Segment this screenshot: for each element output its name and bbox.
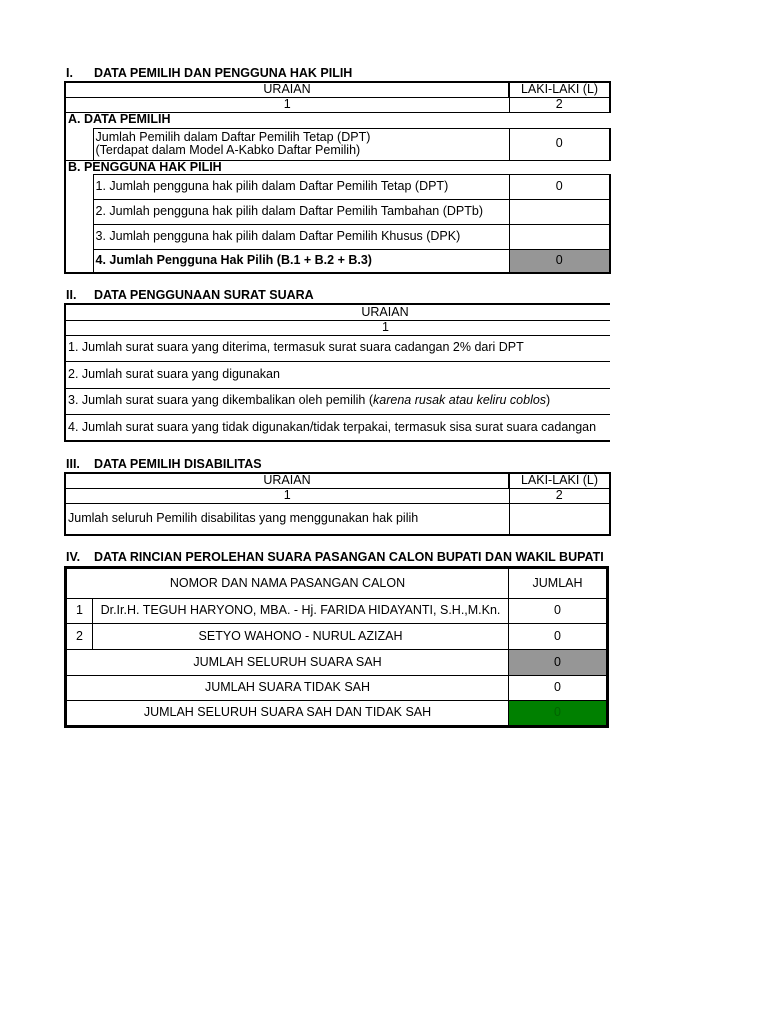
invalid-votes-label: JUMLAH SUARA TIDAK SAH <box>66 676 509 701</box>
table-row <box>65 199 610 224</box>
b-total-label: 4. Jumlah Pengguna Hak Pilih (B.1 + B.2 + B.3) <box>93 249 509 273</box>
table-header-row <box>65 82 610 97</box>
table-index-row <box>65 97 610 112</box>
column-header-laki-laki: LAKI-LAKI (L) <box>509 82 610 97</box>
section-1-number: I. <box>66 66 73 80</box>
table-row <box>65 388 610 414</box>
candidate-name: SETYO WAHONO - NURUL AZIZAH <box>93 624 509 650</box>
candidate-number: 1 <box>66 599 93 624</box>
section-3-title: DATA PEMILIH DISABILITAS <box>94 457 262 471</box>
ballot-received-label: 1. Jumlah surat suara yang diterima, termasuk surat suara cadangan 2% dari DPT <box>65 335 610 361</box>
subsection-b-title: B. PENGGUNA HAK PILIH <box>65 160 610 174</box>
total-all-label: JUMLAH SELURUH SUARA SAH DAN TIDAK SAH <box>66 701 509 727</box>
section-2-clip <box>64 303 610 443</box>
column-index-2: 2 <box>509 488 610 503</box>
b-row-label: 1. Jumlah pengguna hak pilih dalam Daftar Pemilih Tetap (DPT) <box>93 174 509 199</box>
column-header-uraian: URAIAN <box>65 473 509 488</box>
candidate-name: Dr.Ir.H. TEGUH HARYONO, MBA. - Hj. FARIDA HIDAYANTI, S.H.,M.Kn. <box>93 599 509 624</box>
table-index-row <box>65 320 610 335</box>
ballot-returned-reason: karena rusak atau keliru coblos <box>373 393 547 408</box>
section-1-heading <box>66 66 352 80</box>
section-2-number: II. <box>66 288 77 302</box>
invalid-votes-value[interactable]: 0 <box>509 676 608 701</box>
section-3-number: III. <box>66 457 80 471</box>
section-1-table <box>64 81 611 274</box>
table-row <box>65 174 610 199</box>
ballot-used-label: 2. Jumlah surat suara yang digunakan <box>65 361 610 388</box>
section-4-number: IV. <box>66 550 81 564</box>
column-index-1: 1 <box>65 320 610 335</box>
total-valid-value: 0 <box>509 650 608 676</box>
subsection-a-title: A. DATA PEMILIH <box>65 112 610 128</box>
table-row <box>66 624 608 650</box>
subsection-a-row <box>65 112 610 128</box>
dpt-label <box>93 128 509 160</box>
dpt-value[interactable]: 0 <box>509 128 610 160</box>
column-index-1: 1 <box>65 97 509 112</box>
column-header-uraian: URAIAN <box>65 82 509 97</box>
subsection-b-row <box>65 160 610 174</box>
section-4-title: DATA RINCIAN PEROLEHAN SUARA PASANGAN CALON BUPATI DAN WAKIL BUPATI <box>94 550 604 564</box>
table-header-row <box>65 473 610 488</box>
table-row <box>65 128 610 160</box>
section-2-title: DATA PENGGUNAAN SURAT SUARA <box>94 288 314 302</box>
b-row-label: 3. Jumlah pengguna hak pilih dalam Daftar Pemilih Khusus (DPK) <box>93 224 509 249</box>
total-valid-label: JUMLAH SELURUH SUARA SAH <box>66 650 509 676</box>
table-row <box>65 503 610 535</box>
b-row-value[interactable]: 0 <box>509 174 610 199</box>
column-index-2: 2 <box>509 97 610 112</box>
b-row-label: 2. Jumlah pengguna hak pilih dalam Daftar Pemilih Tambahan (DPTb) <box>93 199 509 224</box>
column-header-nama: NOMOR DAN NAMA PASANGAN CALON <box>66 568 509 599</box>
table-row <box>66 676 608 701</box>
b-row-value[interactable] <box>509 199 610 224</box>
section-2-heading <box>66 288 314 302</box>
ballot-returned-label: 3. Jumlah surat suara yang dikembalikan oleh pemilih (karena rusak atau keliru coblos) <box>65 388 610 414</box>
column-header-laki-laki: LAKI-LAKI (L) <box>509 473 610 488</box>
table-row <box>65 414 610 441</box>
dpt-label-line1: Jumlah Pemilih dalam Daftar Pemilih Tetap (DPT) <box>95 129 371 144</box>
column-index-1: 1 <box>65 488 509 503</box>
total-all-value: 0 <box>509 701 608 727</box>
disability-voters-label: Jumlah seluruh Pemilih disabilitas yang menggunakan hak pilih <box>65 503 509 535</box>
b-row-value[interactable] <box>509 224 610 249</box>
table-row <box>65 249 610 273</box>
column-header-jumlah: JUMLAH <box>509 568 608 599</box>
section-4-table <box>64 566 609 728</box>
b-total-value: 0 <box>509 249 610 273</box>
section-2-table <box>64 303 610 442</box>
table-row <box>66 599 608 624</box>
table-header-row <box>66 568 608 599</box>
section-1-title: DATA PEMILIH DAN PENGGUNA HAK PILIH <box>94 66 353 80</box>
dpt-label-line2: (Terdapat dalam Model A-Kabko Daftar Pemilih) <box>95 143 361 157</box>
disability-voters-value[interactable] <box>509 503 610 535</box>
candidate-votes[interactable]: 0 <box>509 599 608 624</box>
ballot-unused-label: 4. Jumlah surat suara yang tidak digunakan/tidak terpakai, termasuk sisa surat suara cadangan <box>65 414 610 441</box>
section-4-heading <box>66 550 610 564</box>
table-row <box>65 224 610 249</box>
table-index-row <box>65 488 610 503</box>
column-header-uraian: URAIAN <box>65 304 610 320</box>
table-row <box>66 701 608 727</box>
table-row <box>66 650 608 676</box>
table-header-row <box>65 304 610 320</box>
candidate-votes[interactable]: 0 <box>509 624 608 650</box>
section-3-table <box>64 472 611 536</box>
section-3-heading <box>66 457 262 471</box>
table-row <box>65 361 610 388</box>
candidate-number: 2 <box>66 624 93 650</box>
table-row <box>65 335 610 361</box>
